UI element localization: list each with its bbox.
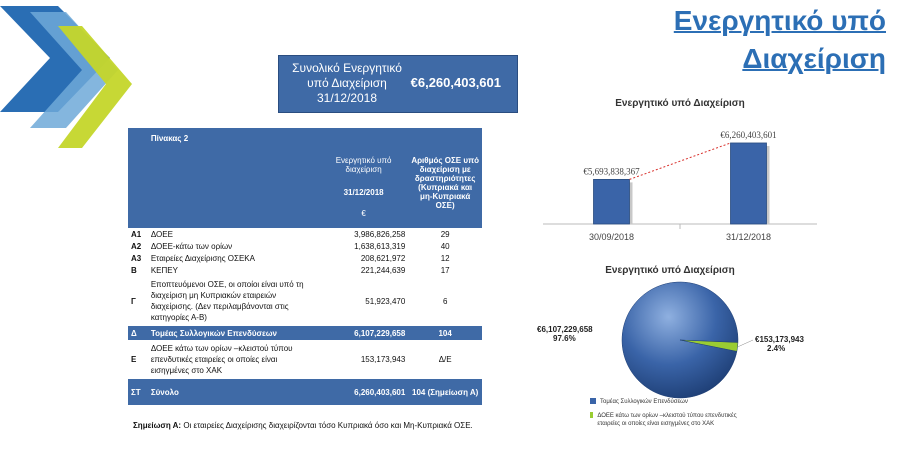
pie-legend — [590, 398, 740, 428]
table-name: Πίνακας 2 — [148, 128, 319, 228]
table-row: Β ΚΕΠΕΥ 221,244,639 17 — [131, 265, 450, 275]
table-row: Γ Εποπτευόμενοι ΟΣΕ, οι οποίοι είναι υπό τη διαχείριση μη Κυπριακών εταιρειών διαχείρισης. (Δεν περιλαμβάνονται στις κατηγορίες Α-Β) 51,923,470 6 — [131, 280, 448, 322]
table-row: Α3 Εταιρείες Διαχείρισης ΟΣΕΚΑ 208,621,972 12 — [131, 253, 450, 263]
pie-chart-title: Ενεργητικό υπό Διαχείριση — [605, 265, 735, 276]
trend-line — [630, 143, 731, 179]
bar-chart — [535, 112, 825, 252]
legend-swatch — [590, 412, 593, 418]
pie-percent-label: 97.6% — [553, 334, 576, 343]
summary-value: €6,260,403,601 — [410, 75, 501, 90]
assets-table — [128, 128, 482, 405]
col-amount-header: Ενεργητικό υπό διαχείριση 31/12/2018 € — [319, 128, 408, 228]
table-row: Α2 ΔΟΕΕ-κάτω των ορίων 1,638,613,319 40 — [131, 241, 450, 251]
table-note — [133, 420, 483, 432]
bar-chart-title: Ενεργητικό υπό Διαχείριση — [615, 98, 745, 109]
x-tick-label: 30/09/2018 — [588, 232, 635, 242]
logo-chevrons — [0, 0, 140, 170]
x-tick-label: 31/12/2018 — [725, 232, 772, 242]
note-label: Σημείωση Α: — [133, 421, 182, 430]
legend-swatch — [590, 398, 596, 404]
summary-label: Συνολικό Ενεργητικό υπό Διαχείριση 31/12/2018 — [292, 61, 402, 105]
legend-item: ΔΟΕΕ κάτω των ορίων –κλειστού τύπου επενδυτικές εταιρείες οι οποίες είναι εισηγμένες στο ΧΑΚ — [590, 412, 740, 428]
table-header — [128, 128, 482, 228]
pie-percent-label: 2.4% — [767, 344, 786, 353]
legend-item: Τομέας Συλλογικών Επενδύσεων — [590, 398, 740, 406]
bar — [731, 143, 767, 224]
page-title: Ενεργητικό υπό Διαχείριση — [673, 5, 886, 74]
pie-value-label: €6,107,229,658 — [537, 325, 593, 334]
note-text: Οι εταιρείες Διαχείρισης διαχειρίζονται τόσο Κυπριακά όσο και Μη-Κυπριακά ΟΣΕ. — [183, 421, 473, 430]
bar-value-label: €6,260,403,601 — [720, 129, 777, 140]
pie-chart — [535, 278, 825, 403]
pie-value-label: €153,173,943 — [755, 335, 804, 344]
bar-value-label: €5,693,838,367 — [583, 166, 640, 177]
col-count-header: Αριθμός ΟΣΕ υπό διαχείριση με δραστηριότητες (Κυπριακά και μη-Κυπριακά ΟΣΕ) — [408, 128, 482, 228]
table-row: Ε ΔΟΕΕ κάτω των ορίων –κλειστού τύπου επενδυτικές εταιρείες οι οποίες είναι εισηγμένες στο ΧΑΚ 153,173,943 Δ/Ε — [131, 344, 452, 375]
bar — [594, 179, 630, 224]
table-row: ΣΤ Σύνολο 6,260,403,601 104 (Σημείωση Α) — [128, 379, 482, 405]
table-row: Α1 ΔΟΕΕ 3,986,826,258 29 — [131, 229, 450, 239]
table-row: Δ Τομέας Συλλογικών Επενδύσεων 6,107,229,658 104 — [128, 326, 482, 340]
pie-leader-line — [738, 340, 753, 347]
summary-box — [278, 55, 518, 113]
